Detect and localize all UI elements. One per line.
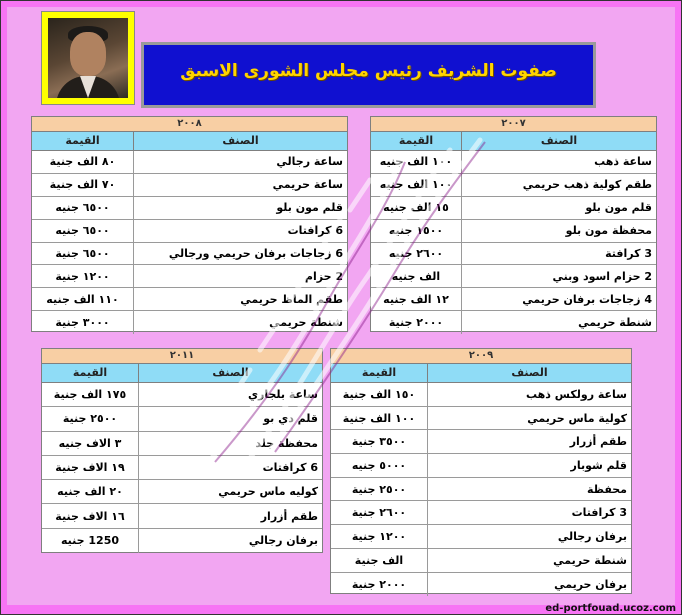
value-cell: ١٢٠٠ جنية bbox=[32, 265, 134, 287]
item-cell: برفان رجالي bbox=[557, 529, 627, 543]
table-row bbox=[371, 311, 656, 334]
table-row bbox=[331, 454, 631, 478]
value-cell: ٦٥٠٠ جنيه bbox=[32, 220, 134, 242]
value-cell: ١٥٠٠ جنيه bbox=[371, 220, 462, 242]
table-row bbox=[32, 243, 347, 266]
item-cell: شنطة حريمي bbox=[269, 316, 343, 330]
header-item: الصنف bbox=[222, 134, 259, 147]
item-cell: محفظة مون بلو bbox=[565, 224, 652, 238]
value-cell: ١٠٠ الف جنية bbox=[331, 407, 428, 430]
value-cell: ٨٠ الف جنية bbox=[32, 151, 134, 173]
value-cell: ١٧٥ الف جنية bbox=[42, 383, 139, 406]
table-header bbox=[42, 364, 322, 383]
table-row bbox=[371, 151, 656, 174]
item-cell: ساعة رولكس ذهب bbox=[526, 387, 627, 401]
table-row bbox=[331, 549, 631, 573]
item-cell: برفان حريمي bbox=[554, 577, 627, 591]
item-cell: محفظة bbox=[586, 482, 627, 496]
table-row bbox=[42, 480, 322, 504]
table-row bbox=[32, 197, 347, 220]
table-row bbox=[331, 430, 631, 454]
table-2011 bbox=[41, 348, 323, 553]
header-item: الصنف bbox=[212, 366, 249, 379]
table-row bbox=[32, 174, 347, 197]
item-cell: طقم كولية ذهب حريمي bbox=[522, 178, 652, 192]
table-row bbox=[32, 265, 347, 288]
item-cell: كوليه ماس حريمي bbox=[218, 485, 318, 499]
value-cell: ١٩ الاف جنية bbox=[42, 456, 139, 479]
value-cell: ٢٥٠٠ جنية bbox=[42, 407, 139, 430]
item-cell: 2 حزام اسود وبني bbox=[552, 269, 652, 283]
table-row bbox=[371, 288, 656, 311]
table-row bbox=[371, 220, 656, 243]
value-cell: ٣ الاف جنيه bbox=[42, 432, 139, 455]
item-cell: شنطة حريمي bbox=[578, 316, 652, 330]
value-cell: ١٠٠ الف جنيه bbox=[371, 151, 462, 173]
table-row bbox=[42, 504, 322, 528]
table-2007 bbox=[370, 116, 657, 332]
table-row bbox=[42, 383, 322, 407]
item-cell: شنطة حريمي bbox=[553, 553, 627, 567]
value-cell: ٦٥٠٠ جنية bbox=[32, 243, 134, 265]
table-body bbox=[331, 383, 631, 596]
value-cell: ٢٥٠٠ جنية bbox=[331, 478, 428, 501]
table-header bbox=[32, 132, 347, 151]
table-2008 bbox=[31, 116, 348, 332]
header-value: القيمة bbox=[42, 364, 139, 382]
value-cell: ٢٠٠٠ جنية bbox=[331, 573, 428, 597]
item-cell: 3 كرافتات bbox=[571, 506, 627, 520]
table-row bbox=[32, 220, 347, 243]
item-cell: ساعة رجالي bbox=[276, 155, 343, 169]
value-cell: ٢٠ الف جنيه bbox=[42, 480, 139, 503]
table-row bbox=[371, 243, 656, 266]
table-row bbox=[331, 501, 631, 525]
table-row bbox=[371, 265, 656, 288]
value-cell: ١٥ الف جنيه bbox=[371, 197, 462, 219]
header-value: القيمة bbox=[331, 364, 428, 382]
value-cell: ١١٠ الف جنيه bbox=[32, 288, 134, 310]
table-year: ٢٠١١ bbox=[42, 349, 322, 364]
item-cell: طقم الماظ حريمي bbox=[240, 292, 343, 306]
value-cell: ١٢٠٠ جنية bbox=[331, 525, 428, 548]
table-row bbox=[331, 407, 631, 431]
item-cell: 2 حزام bbox=[304, 269, 343, 283]
value-cell: ٣٥٠٠ جنية bbox=[331, 430, 428, 453]
value-cell: ١٢ الف جنيه bbox=[371, 288, 462, 310]
table-header bbox=[371, 132, 656, 151]
table-row bbox=[42, 407, 322, 431]
table-body bbox=[32, 151, 347, 334]
table-row bbox=[42, 456, 322, 480]
title-banner bbox=[141, 42, 596, 108]
value-cell: ٢٦٠٠ جنيه bbox=[371, 243, 462, 265]
value-cell: ٣٠٠٠ جنية bbox=[32, 311, 134, 334]
item-cell: محفظة جلد bbox=[255, 436, 318, 450]
table-row bbox=[371, 197, 656, 220]
header-item: الصنف bbox=[540, 134, 578, 147]
item-cell: ساعة بلجاري bbox=[247, 388, 318, 402]
item-cell: 6 كرافتات bbox=[262, 461, 318, 475]
table-row bbox=[32, 288, 347, 311]
table-2009 bbox=[330, 348, 632, 594]
item-cell: قلم مون بلو bbox=[585, 201, 652, 215]
value-cell: ٥٠٠٠ جنيه bbox=[331, 454, 428, 477]
value-cell: الف جنيه bbox=[371, 265, 462, 287]
item-cell: 6 كرافتات bbox=[287, 224, 343, 238]
value-cell: الف جنية bbox=[331, 549, 428, 572]
table-year: ٢٠٠٨ bbox=[32, 117, 347, 132]
header-item: الصنف bbox=[511, 366, 548, 379]
banner-title: صفوت الشريف رئيس مجلس الشورى الاسبق bbox=[180, 61, 557, 81]
table-row bbox=[371, 174, 656, 197]
site-url: ed-portfouad.ucoz.com bbox=[545, 603, 676, 614]
value-cell: 1250 جنيه bbox=[42, 529, 139, 553]
table-row bbox=[32, 311, 347, 334]
item-cell: كولية ماس حريمي bbox=[527, 411, 627, 425]
header-value: القيمة bbox=[371, 132, 462, 150]
value-cell: ٦٥٠٠ جنيه bbox=[32, 197, 134, 219]
table-row bbox=[331, 525, 631, 549]
table-row bbox=[42, 529, 322, 553]
value-cell: ١٦ الاف جنية bbox=[42, 504, 139, 527]
item-cell: 6 زجاجات برفان حريمي ورجالي bbox=[168, 247, 343, 260]
portrait-photo bbox=[41, 11, 135, 105]
table-row bbox=[32, 151, 347, 174]
table-body bbox=[371, 151, 656, 334]
value-cell: ١٠٠ الف جنيه bbox=[371, 174, 462, 196]
item-cell: قلم شوبار bbox=[570, 458, 627, 472]
value-cell: ٢٦٠٠ جنية bbox=[331, 501, 428, 524]
table-header bbox=[331, 364, 631, 383]
header-value: القيمة bbox=[32, 132, 134, 150]
table-year: ٢٠٠٩ bbox=[331, 349, 631, 364]
item-cell: قلم دي بو bbox=[263, 412, 318, 426]
item-cell: 3 كرافتة bbox=[605, 247, 652, 260]
item-cell: 4 زجاجات برفان حريمي bbox=[522, 292, 652, 306]
value-cell: ١٥٠ الف جنية bbox=[331, 383, 428, 406]
item-cell: ساعة حريمي bbox=[272, 178, 343, 192]
item-cell: طقم أزرار bbox=[569, 435, 627, 449]
table-row bbox=[331, 478, 631, 502]
table-row bbox=[331, 573, 631, 597]
item-cell: طقم أزرار bbox=[260, 509, 318, 523]
value-cell: ٧٠ الف جنية bbox=[32, 174, 134, 196]
portrait-image bbox=[48, 18, 128, 98]
item-cell: قلم مون بلو bbox=[276, 201, 343, 215]
table-row bbox=[42, 432, 322, 456]
table-body bbox=[42, 383, 322, 553]
table-year: ٢٠٠٧ bbox=[371, 117, 656, 132]
item-cell: برفان رجالي bbox=[248, 534, 318, 548]
table-row bbox=[331, 383, 631, 407]
value-cell: ٢٠٠٠ جنية bbox=[371, 311, 462, 334]
item-cell: ساعة ذهب bbox=[594, 155, 652, 169]
